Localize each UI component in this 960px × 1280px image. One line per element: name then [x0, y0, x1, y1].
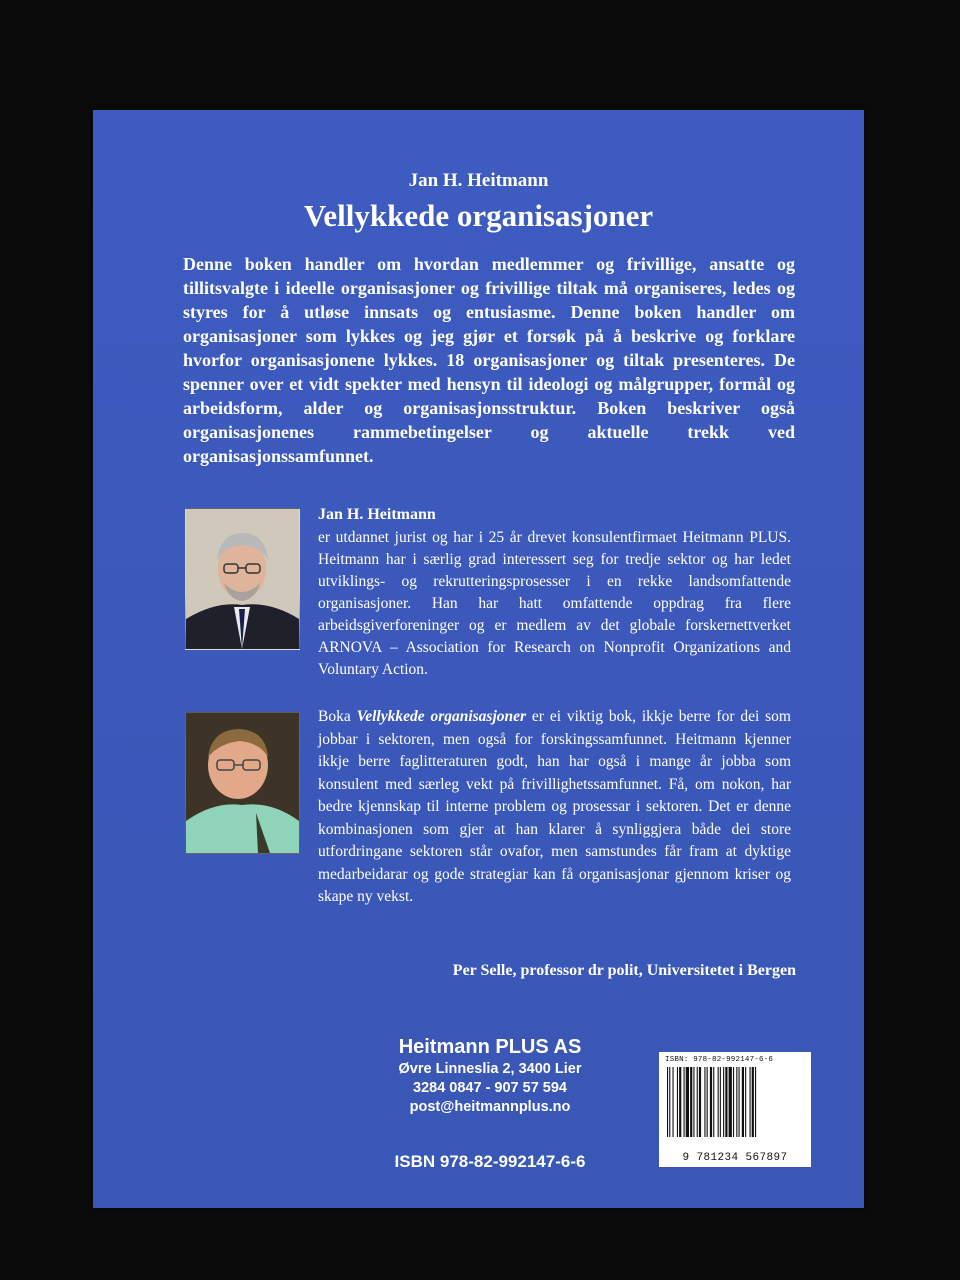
bio-text: er utdannet jurist og har i 25 år drevet konsulentfirmaet Heitmann PLUS. Heitmann har i særlig grad interessert seg for tredje sektor og har ledet utviklings- og rekrutteringsprosesser i en rekke landsomfattende organisasjoner. Han har hatt omfattende oppdrag fra flere arbeidsgiverforeninger og er medlem av det globale forskernettverket ARNOVA – Association for Research on Nonprofit Organizations and Voluntary Action.: [318, 529, 791, 678]
reviewer-photo: [185, 712, 300, 854]
publisher-email: post@heitmannplus.no: [409, 1099, 571, 1115]
review-book-title: Vellykkede organisasjoner: [356, 708, 527, 725]
barcode: [659, 1052, 811, 1167]
author-photo: [185, 508, 300, 650]
book-title: Vellykkede organisasjoner: [303, 198, 654, 233]
publisher-block: [385, 1034, 595, 1117]
review-text: [318, 706, 791, 909]
publisher-name: Heitmann PLUS AS: [398, 1036, 582, 1058]
book-back-cover: [93, 110, 864, 1208]
review-signature: Per Selle, professor dr polit, Universitetet i Bergen: [452, 962, 796, 979]
bio-name: Jan H. Heitmann: [318, 506, 436, 523]
isbn-label: ISBN 978-82-992147-6-6: [394, 1152, 586, 1171]
review-prefix: Boka: [318, 708, 357, 725]
barcode-bars: [665, 1067, 805, 1139]
cover-author: Jan H. Heitmann: [408, 170, 549, 191]
review-body: er ei viktig bok, ikkje berre for dei som jobbar i sektoren, men også for forskingssamfunnet. Heitmann kjenner ikkje berre faglitteraturen godt, han har også i mange år jobba som konsulent med særleg vekt på frivillighetssamfunnet. Få, om nokon, har bedre kjennskap til interne problem og prosessar i sektoren. Det er denne kombinasjonen som gjer at han klarer å synliggjera både dei store utfordringane sektoren står ovafor, men samstundes får fram at dyktige medarbeidarar og gode strategiar kan få organisasjonar gjennom kriser og skape ny vekst.: [318, 708, 791, 905]
blurb-text: Denne boken handler om hvordan medlemmer og frivillige, ansatte og tillitsvalgte i ideelle organisasjoner og frivillige tiltak må organiseres, ledes og styres for å utløse innsats og entusiasme. Denne boken handler om organisasjoner som lykkes og jeg gjør et forsøk på å beskrive og forklare hvorfor organisasjonene lykkes. 18 organisasjoner og tiltak presenteres. De spenner over et vidt spekter med hensyn til ideologi og målgrupper, formål og arbeidsform, alder og organisasjonsstruktur. Boken beskriver også organisasjonenes rammebetingelser og aktuelle trekk ved organisasjonssamfunnet.: [183, 254, 795, 466]
publisher-address: Øvre Linneslia 2, 3400 Lier: [398, 1061, 582, 1077]
publisher-phone: 3284 0847 - 907 57 594: [413, 1080, 567, 1096]
barcode-isbn-text: ISBN: 978-82-992147-6-6: [665, 1056, 774, 1064]
barcode-digits: 9 781234 567897: [682, 1152, 788, 1164]
